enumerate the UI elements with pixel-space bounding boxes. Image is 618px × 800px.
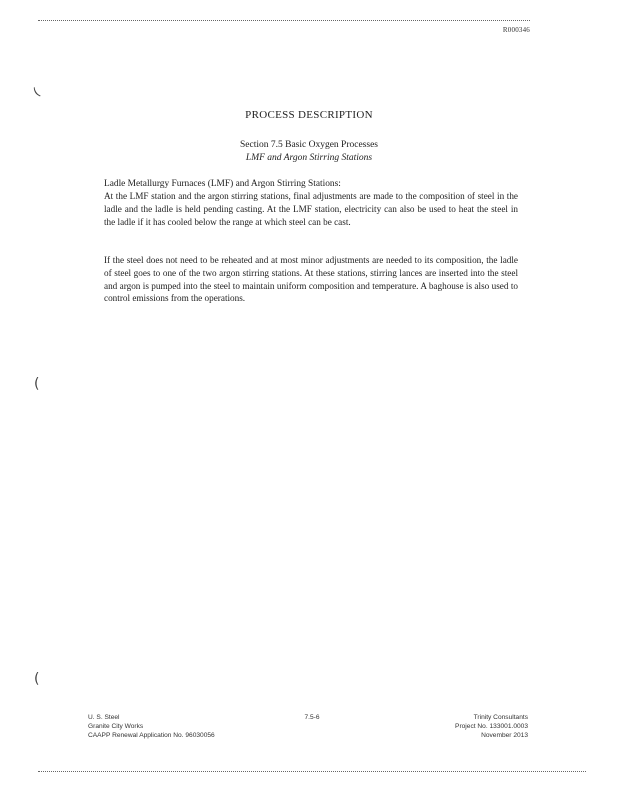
body-paragraph-2: If the steel does not need to be reheated and at most minor adjustments are needed to its composition, the ladle of steel goes to one of the two argon stirring stations. At these stations, stirring lances are inserted into the steel and argon is pumped into the steel to maintain uniform composition and temperature. A baghouse is also used to control emissions from the operations. xyxy=(104,255,518,304)
footer-application: CAAPP Renewal Application No. 96030056 xyxy=(88,732,215,739)
body-paragraph-1: At the LMF station and the argon stirring stations, final adjustments are made to the composition of steel in the ladle and the ladle is held pending casting. At the LMF station, electricity can also be used to heat the steel in the ladle if it has cooled below the range at which steel can be cast. xyxy=(104,191,518,227)
punch-mark-icon: ( xyxy=(34,671,40,687)
footer-company: U. S. Steel xyxy=(88,714,120,721)
footer-right xyxy=(455,713,528,740)
document-id: R000346 xyxy=(502,26,530,34)
footer-left xyxy=(88,713,215,740)
section-heading: Section 7.5 Basic Oxygen Processes xyxy=(240,140,378,150)
body-subheading: Ladle Metallurgy Furnaces (LMF) and Argon Stirring Stations: xyxy=(104,179,341,189)
page-title: PROCESS DESCRIPTION xyxy=(245,109,373,121)
top-scan-rule xyxy=(38,20,530,21)
page-number: 7.5-6 xyxy=(304,714,320,721)
punch-mark-icon: ( xyxy=(34,376,40,392)
bottom-scan-rule xyxy=(38,771,586,772)
footer-consultant: Trinity Consultants xyxy=(473,714,528,721)
section-subheading: LMF and Argon Stirring Stations xyxy=(245,153,373,163)
footer-project-number: Project No. 133001.0003 xyxy=(455,723,528,730)
footer-date: November 2013 xyxy=(481,732,528,739)
punch-mark-icon: ( xyxy=(30,84,43,100)
footer-facility: Granite City Works xyxy=(88,723,144,730)
